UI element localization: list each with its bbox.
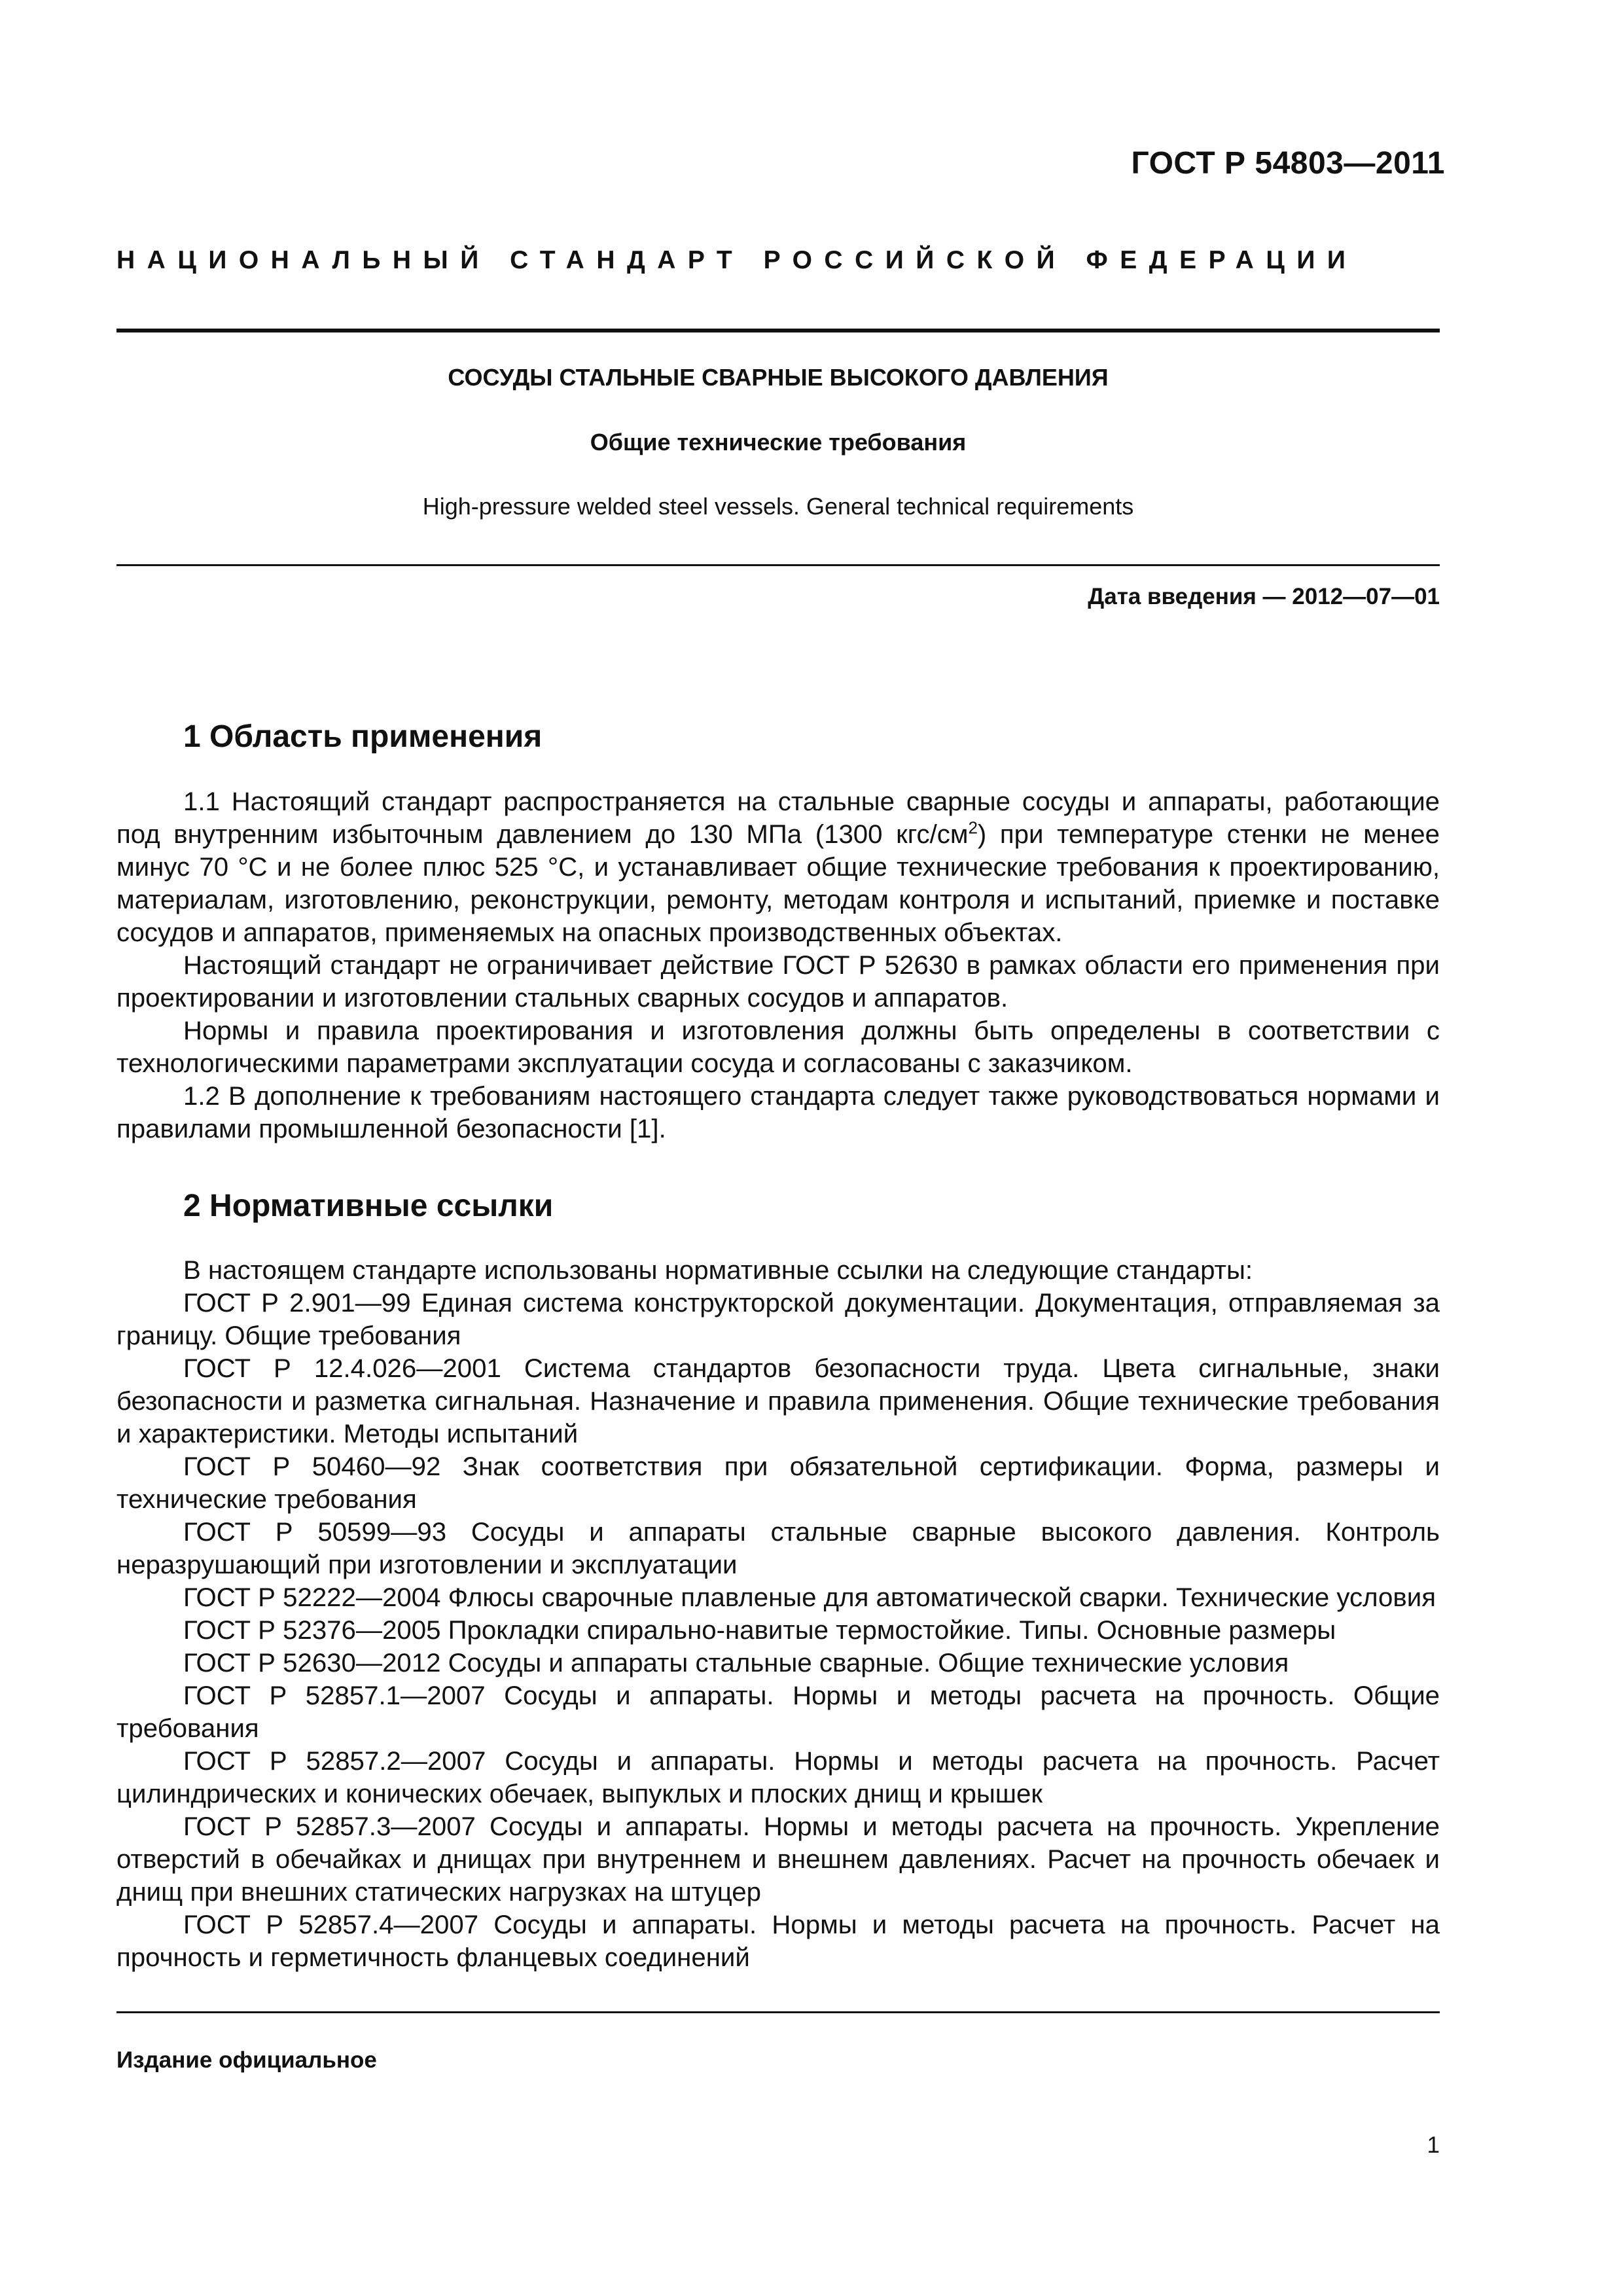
section-2-body [116,1254,1440,1974]
national-standard-heading: НАЦИОНАЛЬНЫЙ СТАНДАРТ РОССИЙСКОЙ ФЕДЕРАЦИИ [116,246,1358,274]
reference-item: ГОСТ Р 52630—2012 Сосуды и аппараты стальные сварные. Общие технические условия [183,1648,1289,1677]
reference-item: ГОСТ Р 52376—2005 Прокладки спирально-навитые термостойкие. Типы. Основные размеры [183,1615,1336,1645]
title-divider [116,564,1440,566]
paragraph-scope: Настоящий стандарт не ограничивает действие ГОСТ Р 52630 в рамках области его применения при проектировании и изготовлении стальных сварных сосудов и аппаратов. [116,950,1440,1013]
reference-item: ГОСТ Р 12.4.026—2001 Система стандартов безопасности труда. Цвета сигнальные, знаки безопасности и разметка сигнальная. Назначение и правила применения. Общие технические требования и характеристики. Методы испытаний [116,1354,1440,1448]
reference-item: ГОСТ Р 50460—92 Знак соответствия при обязательной сертификации. Форма, размеры и технические требования [116,1452,1440,1514]
reference-item: ГОСТ Р 52222—2004 Флюсы сварочные плавленые для автоматической сварки. Технические условия [183,1583,1436,1612]
paragraph-1-2: 1.2 В дополнение к требованиям настоящего стандарта следует также руководствоваться нормами и правилами промышленной безопасности [1]. [116,1081,1440,1143]
footer-divider [116,2011,1440,2013]
english-title: High-pressure welded steel vessels. General technical requirements [422,493,1134,520]
reference-item: ГОСТ Р 52857.1—2007 Сосуды и аппараты. Нормы и методы расчета на прочность. Общие требования [116,1681,1440,1743]
page-number: 1 [1427,2132,1440,2158]
document-number: ГОСТ Р 54803—2011 [1131,146,1445,181]
paragraph-norms: Нормы и правила проектирования и изготовления должны быть определены в соответствии с технологическими параметрами эксплуатации сосуда и согласованы с заказчиком. [116,1016,1440,1078]
paragraph-1-1: 1.1 Настоящий стандарт распространяется на стальные сварные сосуды и аппараты, работающие под внутренним избыточным давлением до 130 МПа (1300 кгс/$см^2$) при температуре стенки не менее минус 70 °С и не более плюс 525 °С, и устанавливает общие технические требования к проектированию, материалам, изготовлению, реконструкции, ремонту, методам контроля и испытаний, приемке и поставке сосудов и аппаратов, применяемых на опасных производственных объектах. [116,787,1440,947]
references-intro: В настоящем стандарте использованы нормативные ссылки на следующие стандарты: [183,1255,1253,1285]
reference-item: ГОСТ Р 52857.3—2007 Сосуды и аппараты. Нормы и методы расчета на прочность. Укрепление отверстий в обечайках и днищах при внутреннем и внешнем давлениях. Расчет на прочность обечаек и днищ при внешних статических нагрузках на штуцер [116,1812,1440,1907]
section-1-title: 1 Область применения [183,719,543,754]
section-1-body [116,785,1440,1145]
reference-item: ГОСТ Р 50599—93 Сосуды и аппараты стальные сварные высокого давления. Контроль неразрушающий при изготовлении и эксплуатации [116,1517,1440,1579]
header-divider [116,329,1440,332]
section-2-title: 2 Нормативные ссылки [183,1189,554,1223]
introduction-date: Дата введения — 2012—07—01 [1088,584,1440,609]
reference-item: ГОСТ Р 2.901—99 Единая система конструкторской документации. Документация, отправляемая за границу. Общие требования [116,1288,1440,1350]
document-title: СОСУДЫ СТАЛЬНЫЕ СВАРНЫЕ ВЫСОКОГО ДАВЛЕНИЯ [448,364,1109,391]
document-subtitle: Общие технические требования [590,429,967,456]
reference-item: ГОСТ Р 52857.4—2007 Сосуды и аппараты. Нормы и методы расчета на прочность. Расчет на прочность и герметичность фланцевых соединений [116,1910,1440,1972]
reference-item: ГОСТ Р 52857.2—2007 Сосуды и аппараты. Нормы и методы расчета на прочность. Расчет цилиндрических и конических обечаек, выпуклых и плоских днищ и крышек [116,1746,1440,1808]
edition-label: Издание официальное [116,2047,377,2073]
